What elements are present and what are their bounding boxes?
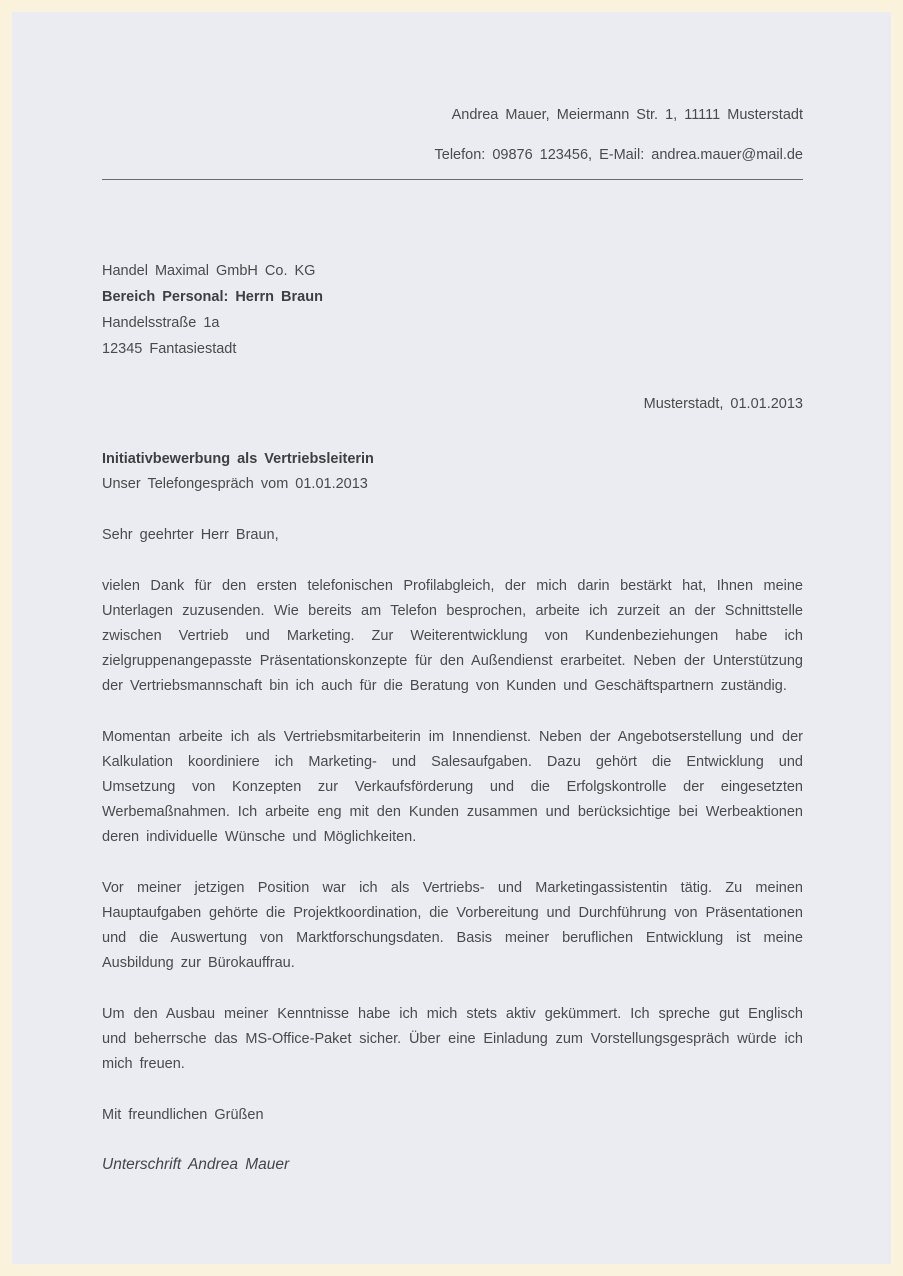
sender-block: [102, 95, 803, 175]
body-paragraph-2: Momentan arbeite ich als Vertriebsmitarbeiterin im Innendienst. Neben der Angebotserstellung und der Kalkulation koordiniere ich Marketing- und Salesaufgaben. Dazu gehört die Entwicklung und Umsetzung von Konzepten zur Verkaufsförderung und die Erfolgskontrolle der eingesetzten Werbemaßnahmen. Ich arbeite eng mit den Kunden zusammen und berücksichtige bei Werbeaktionen deren individuelle Wünsche und Möglichkeiten.: [102, 729, 803, 845]
recipient-street: Handelsstraße 1a: [102, 315, 220, 331]
body-paragraph-3: Vor meiner jetzigen Position war ich als Vertriebs- und Marketingassistentin tätig. Zu meinen Hauptaufgaben gehörte die Projektkoordination, die Vorbereitung und Durchführung von Präsentationen und die Auswertung von Marktforschungsdaten. Basis meiner beruflichen Entwicklung ist meine Ausbildung zur Bürokauffrau.: [102, 880, 803, 971]
header-divider: [102, 179, 803, 180]
sender-contact-line: Telefon: 09876 123456, E-Mail: andrea.mauer@mail.de: [434, 147, 803, 163]
subject-line: Initiativbewerbung als Vertriebsleiterin: [102, 451, 374, 467]
recipient-department: Bereich Personal: Herrn Braun: [102, 289, 323, 305]
sender-address-line: Andrea Mauer, Meiermann Str. 1, 11111 Musterstadt: [451, 107, 803, 123]
date-line: Musterstadt, 01.01.2013: [643, 396, 803, 412]
subject-block: [102, 447, 803, 497]
body-paragraph-4: Um den Ausbau meiner Kenntnisse habe ich mich stets aktiv gekümmert. Ich spreche gut Englisch und beherrsche das MS-Office-Paket sicher. Über eine Einladung zum Vorstellungsgespräch würde ich mich freuen.: [102, 1006, 803, 1072]
closing-line: Mit freundlichen Grüßen: [102, 1107, 264, 1123]
body-paragraph-1: vielen Dank für den ersten telefonischen Profilabgleich, der mich darin bestärkt hat, Ihnen meine Unterlagen zuzusenden. Wie bereits am Telefon besprochen, arbeite ich zurzeit an der Schnittstelle zwischen Vertrieb und Marketing. Zur Weiterentwicklung von Kundenbeziehungen habe ich zielgruppenangepasste Präsentationskonzepte für den Außendienst erarbeitet. Neben der Unterstützung der Vertriebsmannschaft bin ich auch für die Beratung von Kunden und Geschäftspartnern zuständig.: [102, 578, 803, 694]
recipient-city: 12345 Fantasiestadt: [102, 341, 237, 357]
recipient-block: [102, 258, 803, 362]
signature: Unterschrift Andrea Mauer: [102, 1156, 290, 1173]
subject-reference-line: Unser Telefongespräch vom 01.01.2013: [102, 476, 368, 492]
letter-sheet: [12, 12, 891, 1264]
recipient-company: Handel Maximal GmbH Co. KG: [102, 263, 316, 279]
salutation: Sehr geehrter Herr Braun,: [102, 527, 279, 543]
